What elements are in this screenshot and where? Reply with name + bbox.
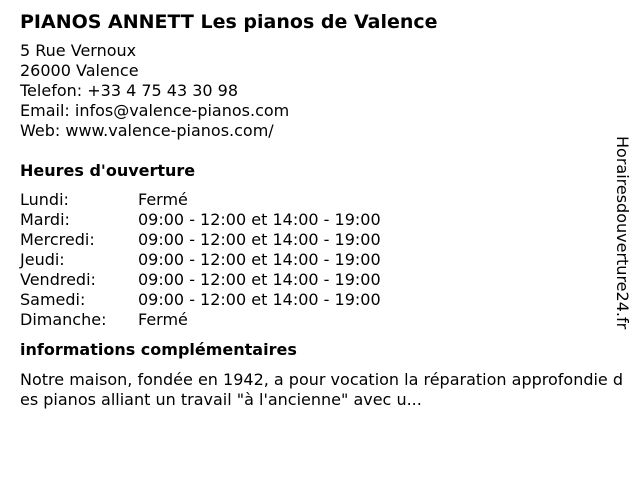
opening-hours-heading: Heures d'ouverture xyxy=(20,161,196,180)
hours-day: Lundi: xyxy=(20,190,69,209)
additional-info-text: Notre maison, fondée en 1942, a pour vocation la réparation approfondie des pianos alliant un travail "à l'ancienne" avec u... xyxy=(20,370,624,409)
hours-time: 09:00 - 12:00 et 14:00 - 19:00 xyxy=(138,270,381,289)
web-line: Web: www.valence-pianos.com/ xyxy=(20,121,274,140)
hours-day: Samedi: xyxy=(20,290,86,309)
hours-time: 09:00 - 12:00 et 14:00 - 19:00 xyxy=(138,210,381,229)
address-street: 5 Rue Vernoux xyxy=(20,41,137,60)
address-city: 26000 Valence xyxy=(20,61,139,80)
business-name: PIANOS ANNETT Les pianos de Valence xyxy=(20,11,438,33)
hours-time: 09:00 - 12:00 et 14:00 - 19:00 xyxy=(138,290,381,309)
hours-time: 09:00 - 12:00 et 14:00 - 19:00 xyxy=(138,250,381,269)
hours-day: Vendredi: xyxy=(20,270,96,289)
email-line: Email: infos@valence-pianos.com xyxy=(20,101,290,120)
hours-row-vendredi xyxy=(20,270,632,290)
hours-time: 09:00 - 12:00 et 14:00 - 19:00 xyxy=(138,230,381,249)
hours-row-lundi xyxy=(20,190,632,210)
business-card xyxy=(20,9,632,410)
hours-row-jeudi xyxy=(20,250,632,270)
additional-info-heading: informations complémentaires xyxy=(20,340,297,359)
hours-day: Mardi: xyxy=(20,210,70,229)
hours-row-samedi xyxy=(20,290,632,310)
phone-line: Telefon: +33 4 75 43 30 98 xyxy=(20,81,239,100)
opening-hours-list xyxy=(20,190,632,330)
hours-day: Jeudi: xyxy=(20,250,65,269)
hours-day: Dimanche: xyxy=(20,310,107,329)
hours-row-mardi xyxy=(20,210,632,230)
site-watermark: Horairesdouverture24.fr xyxy=(613,136,632,330)
hours-row-dimanche xyxy=(20,310,632,330)
hours-time: Fermé xyxy=(138,310,188,329)
hours-day: Mercredi: xyxy=(20,230,95,249)
hours-row-mercredi xyxy=(20,230,632,250)
hours-time: Fermé xyxy=(138,190,188,209)
